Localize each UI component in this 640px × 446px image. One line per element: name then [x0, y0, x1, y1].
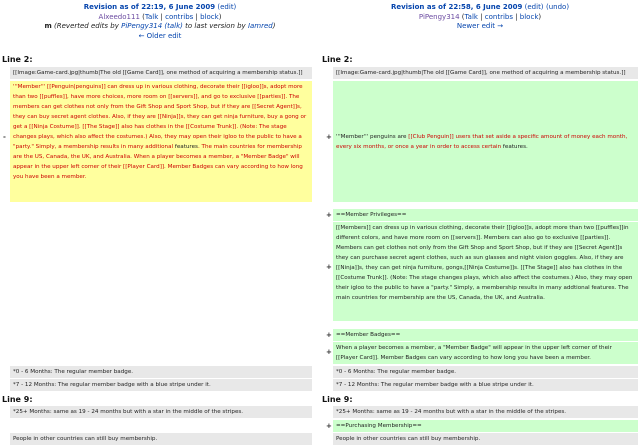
- left-revision-header: Revision as of 22:19, 6 June 2009 (edit) Alxeedo111 (Talk | contribs | block) m (Reverted edits by PiPengy314 (talk) to last version by Iamred) ← Older edit: [0, 3, 320, 41]
- deleted-intro-text-end: . The main countries for membership are the US, Canada, the UK, and Australia. When a player becomes a member, a "Member Badge" will appear in the upper left corner of their [[Player Card]]. Member Badges can vary according to how long you have been a member.: [13, 144, 303, 180]
- right-revision-header: Revision as of 22:58, 6 June 2009 (edit) (undo) PiPengy314 (Talk | contribs | block) Newer edit →: [390, 3, 570, 30]
- context-line-image-right: [[Image:Game-card.jpg|thumb|The old [[Game Card]], one method of acquiring a membership status.]]: [333, 67, 638, 79]
- addition-marker: +: [326, 133, 332, 141]
- left-block-link[interactable]: block: [200, 12, 219, 21]
- deletion-marker: -: [3, 133, 6, 141]
- added-intro-paragraph: '''Member''' penguins are [[Club Penguin]] users that set aside a specific amount of money each month, every six months, or once a year in order to access certain features.: [333, 81, 638, 202]
- context-line-0-6-left: *0 - 6 Months: The regular member badge.: [10, 366, 312, 378]
- deleted-intro-features: features: [174, 144, 198, 150]
- older-edit-link[interactable]: ← Older edit: [138, 31, 182, 40]
- line-label-right-9: Line 9:: [322, 395, 353, 404]
- added-privileges-text: [[Members]] can dress up in various clothing, decorate their [[igloo]]s, adopt more than two [[puffles]]in different colors, and have more room on [[servers]]. Members can also go to exclusive [[parties]]. Members can get clothes not only from the Gift Shop and Sport Shop, but if they are [[Secret Agent]]s they can purchase secret agent clothes, such as sun glasses and night vision goggles. Also, if they are [[Ninja]]s, they can get ninja furniture, gongs,[[Ninja Costume]]s. [[The Stage]] also has clothes in the [[Costume Trunk]]. (Note: The stage changes plays, which also affect the costumes.) Also, they may open their igloo to the public to have a "party." Simply, a membership results in many addtional features. The main countries for membership are the US, Canada, the UK, and Australia.: [333, 222, 638, 321]
- added-privileges-heading: ==Member Privileges==: [333, 209, 638, 221]
- added-purchasing-heading: ==Purchasing Membership==: [333, 420, 638, 432]
- right-edit-link[interactable]: (edit): [524, 3, 544, 11]
- context-line-image-left: [[Image:Game-card.jpg|thumb|The old [[Game Card]], one method of acquiring a membership status.]]: [10, 67, 312, 79]
- left-revision-link[interactable]: Revision as of 22:19, 6 June 2009: [83, 3, 216, 11]
- left-user-link[interactable]: Alxeedo111: [98, 12, 140, 21]
- right-talk-link[interactable]: Talk: [464, 12, 478, 21]
- right-revision-link[interactable]: Revision as of 22:58, 6 June 2009: [390, 3, 523, 11]
- summary-user-link[interactable]: PiPengy314: [121, 22, 163, 30]
- minor-edit-flag: m: [44, 22, 52, 30]
- context-line-7-12-right: *7 - 12 Months: The regular member badge with a blue stripe under it.: [333, 379, 638, 391]
- added-badges-heading: ==Member Badges==: [333, 329, 638, 341]
- right-undo-link[interactable]: (undo): [545, 3, 570, 11]
- right-block-link[interactable]: block: [519, 12, 539, 21]
- newer-edit-link[interactable]: Newer edit →: [456, 22, 504, 30]
- added-badges-text: When a player becomes a member, a "Member Badge" will appear in the upper left corner of their [[Player Card]]. Member Badges can vary according to how long you have been a member.: [333, 342, 638, 364]
- left-talk-link[interactable]: Talk: [144, 12, 159, 21]
- context-line-25-left: *25+ Months: same as 19 - 24 months but with a star in the middle of the stripes.: [10, 406, 312, 418]
- context-line-25-right: *25+ Months: same as 19 - 24 months but with a star in the middle of the stripes.: [333, 406, 638, 418]
- context-line-countries-right: People in other countries can still buy membership.: [333, 433, 638, 445]
- context-line-7-12-left: *7 - 12 Months: The regular member badge with a blue stripe under it.: [10, 379, 312, 391]
- right-user-link[interactable]: PiPengy314: [418, 12, 460, 21]
- summary-talk-link[interactable]: (talk): [164, 22, 183, 30]
- deleted-intro-paragraph: [10, 81, 312, 202]
- left-contribs-link[interactable]: contribs: [165, 12, 194, 21]
- line-label-left-2: Line 2:: [2, 55, 33, 64]
- added-intro-definition: [[Club Penguin]] users that set aside a specific amount of money each month, every six months, or once a year in order to access certain: [336, 133, 628, 150]
- context-line-0-6-right: *0 - 6 Months: The regular member badge.: [333, 366, 638, 378]
- line-label-right-2: Line 2:: [322, 55, 353, 64]
- left-edit-link[interactable]: (edit): [217, 3, 237, 11]
- line-label-left-9: Line 9:: [2, 395, 33, 404]
- summary-last-user-link[interactable]: Iamred: [247, 22, 273, 30]
- left-edit-summary: m (Reverted edits by PiPengy314 (talk) to last version by Iamred): [44, 22, 276, 30]
- right-contribs-link[interactable]: contribs: [484, 12, 513, 21]
- deleted-intro-text: '''Member''' [[Penguin|penguins]] can dress up in various clothing, decorate their [[igloo]]s, adopt more than two [[puffles]], have more choices, more room on [[servers]], and go to exclusive [[parties]]. The members can get clothes not only from the Gift Shop and Sport Shop, but if they are [[Secret Agent]]s, they can buy secret agent clothes. Also, if they are [[Ninja]]s, they can get ninja furniture, buy a gong or get a [[Ninja Costume]]. [[The Stage]] also has clothes in the [[Costume Trunk]]. (Note: The stage changes plays, which also affect the costumes.) Also, they may open their igloo to the public to have a "party." Simply, a membership results in many additional: [13, 84, 307, 150]
- context-line-countries-left: People in other countries can still buy membership.: [10, 433, 312, 445]
